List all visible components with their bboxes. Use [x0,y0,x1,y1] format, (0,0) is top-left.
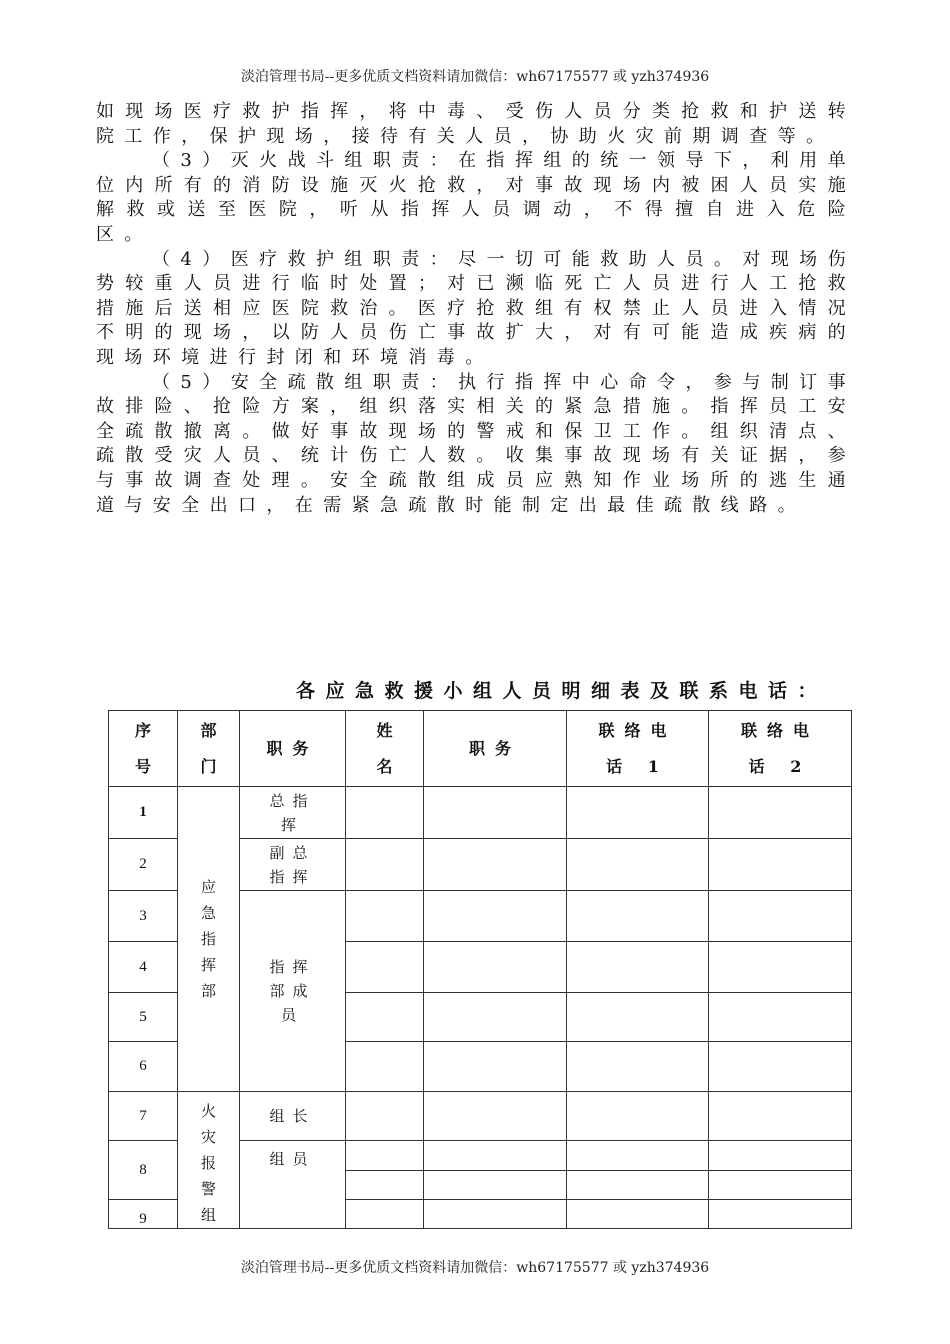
position-member: 组员 [240,1141,346,1229]
phone-2-cell [709,787,852,839]
phone-1-cell [567,1092,709,1141]
paragraph-firefighting-duty: （3）灭火战斗组职责：在指挥组的统一领导下，利用单位内所有的消防设施灭火抢救，对事故现场内被困人员实施解救或送至医院，听从指挥人员调动，不得擅自进入危险区。 [96,150,856,245]
table-row [109,787,852,839]
phone-2-cell [709,839,852,891]
phone-1-cell [567,787,709,839]
position-leader: 组长 [240,1092,346,1141]
page-header: 淡泊管理书局--更多优质文档资料请加微信：wh67175577 或 yzh374936 [240,69,710,85]
position-chief: 总指挥 [240,787,346,839]
table-title: 各应急救援小组人员明细表及联系电话： [296,680,828,702]
dept-fire-alarm: 火灾报警组 [178,1092,240,1229]
row-number: 3 [109,891,178,942]
phone-1-cell [567,1171,709,1200]
row-number: 5 [109,993,178,1042]
row-number: 7 [109,1092,178,1141]
duty-cell [424,1171,567,1200]
header-position: 职务 [240,711,346,787]
row-number: 2 [109,839,178,891]
header-duty: 职务 [424,711,567,787]
position-members: 指挥部成员 [240,891,346,1092]
header-phone-1: 联络电 话 1 [567,711,709,787]
phone-2-cell [709,1171,852,1200]
body-text [96,100,856,518]
header-dept: 部 门 [178,711,240,787]
phone-1-cell [567,839,709,891]
duty-cell [424,1092,567,1141]
dept-command: 应急指挥部 [178,787,240,1092]
phone-1-cell [567,1200,709,1229]
paragraph-evacuation-duty: （5）安全疏散组职责：执行指挥中心命令，参与制订事故排险、抢险方案，组织落实相关的紧急措施。指挥员工安全疏散撤离。做好事故现场的警戒和保卫工作。组织清点、疏散受灾人员、统计伤亡人数。收集事故现场有关证据，参与事故调查处理。安全疏散组成员应熟知作业场所的逃生通道与安全出口，在需紧急疏散时能制定出最佳疏散线路。 [96,371,856,516]
name-cell [346,1042,424,1092]
row-number: 8 [109,1141,178,1200]
phone-1-cell [567,942,709,993]
duty-cell [424,993,567,1042]
duty-cell [424,787,567,839]
name-cell [346,839,424,891]
position-deputy: 副总指挥 [240,839,346,891]
rescue-team-roster-table [108,710,852,1229]
duty-cell [424,839,567,891]
header-name: 姓 名 [346,711,424,787]
phone-2-cell [709,1092,852,1141]
name-cell [346,891,424,942]
name-cell [346,1092,424,1141]
phone-1-cell [567,1042,709,1092]
duty-cell [424,1200,567,1229]
phone-2-cell [709,942,852,993]
phone-1-cell [567,891,709,942]
row-number: 1 [109,787,178,839]
paragraph-continuation: 如现场医疗救护指挥，将中毒、受伤人员分类抢救和护送转院工作，保护现场，接待有关人员，协助火灾前期调查等。 [96,101,856,147]
duty-cell [424,1042,567,1092]
phone-2-cell [709,1141,852,1171]
header-seq: 序 号 [109,711,178,787]
phone-2-cell [709,993,852,1042]
name-cell [346,1171,424,1200]
phone-1-cell [567,993,709,1042]
phone-2-cell [709,891,852,942]
phone-1-cell [567,1141,709,1171]
row-number: 6 [109,1042,178,1092]
table-header-row [109,711,852,787]
phone-2-cell [709,1200,852,1229]
name-cell [346,787,424,839]
phone-2-cell [709,1042,852,1092]
name-cell [346,1141,424,1171]
table-row [109,1092,852,1141]
page-footer: 淡泊管理书局--更多优质文档资料请加微信：wh67175577 或 yzh374936 [240,1260,710,1276]
header-phone-2: 联络电 话 2 [709,711,852,787]
name-cell [346,942,424,993]
name-cell [346,993,424,1042]
row-number: 4 [109,942,178,993]
row-number: 9 [109,1200,178,1229]
duty-cell [424,891,567,942]
duty-cell [424,1141,567,1171]
name-cell [346,1200,424,1229]
duty-cell [424,942,567,993]
paragraph-medical-duty: （4）医疗救护组职责：尽一切可能救助人员。对现场伤势较重人员进行临时处置；对已濒临死亡人员进行人工抢救措施后送相应医院救治。医疗抢救组有权禁止人员进入情况不明的现场，以防人员伤亡事故扩大，对有可能造成疾病的现场环境进行封闭和环境消毒。 [96,248,856,368]
